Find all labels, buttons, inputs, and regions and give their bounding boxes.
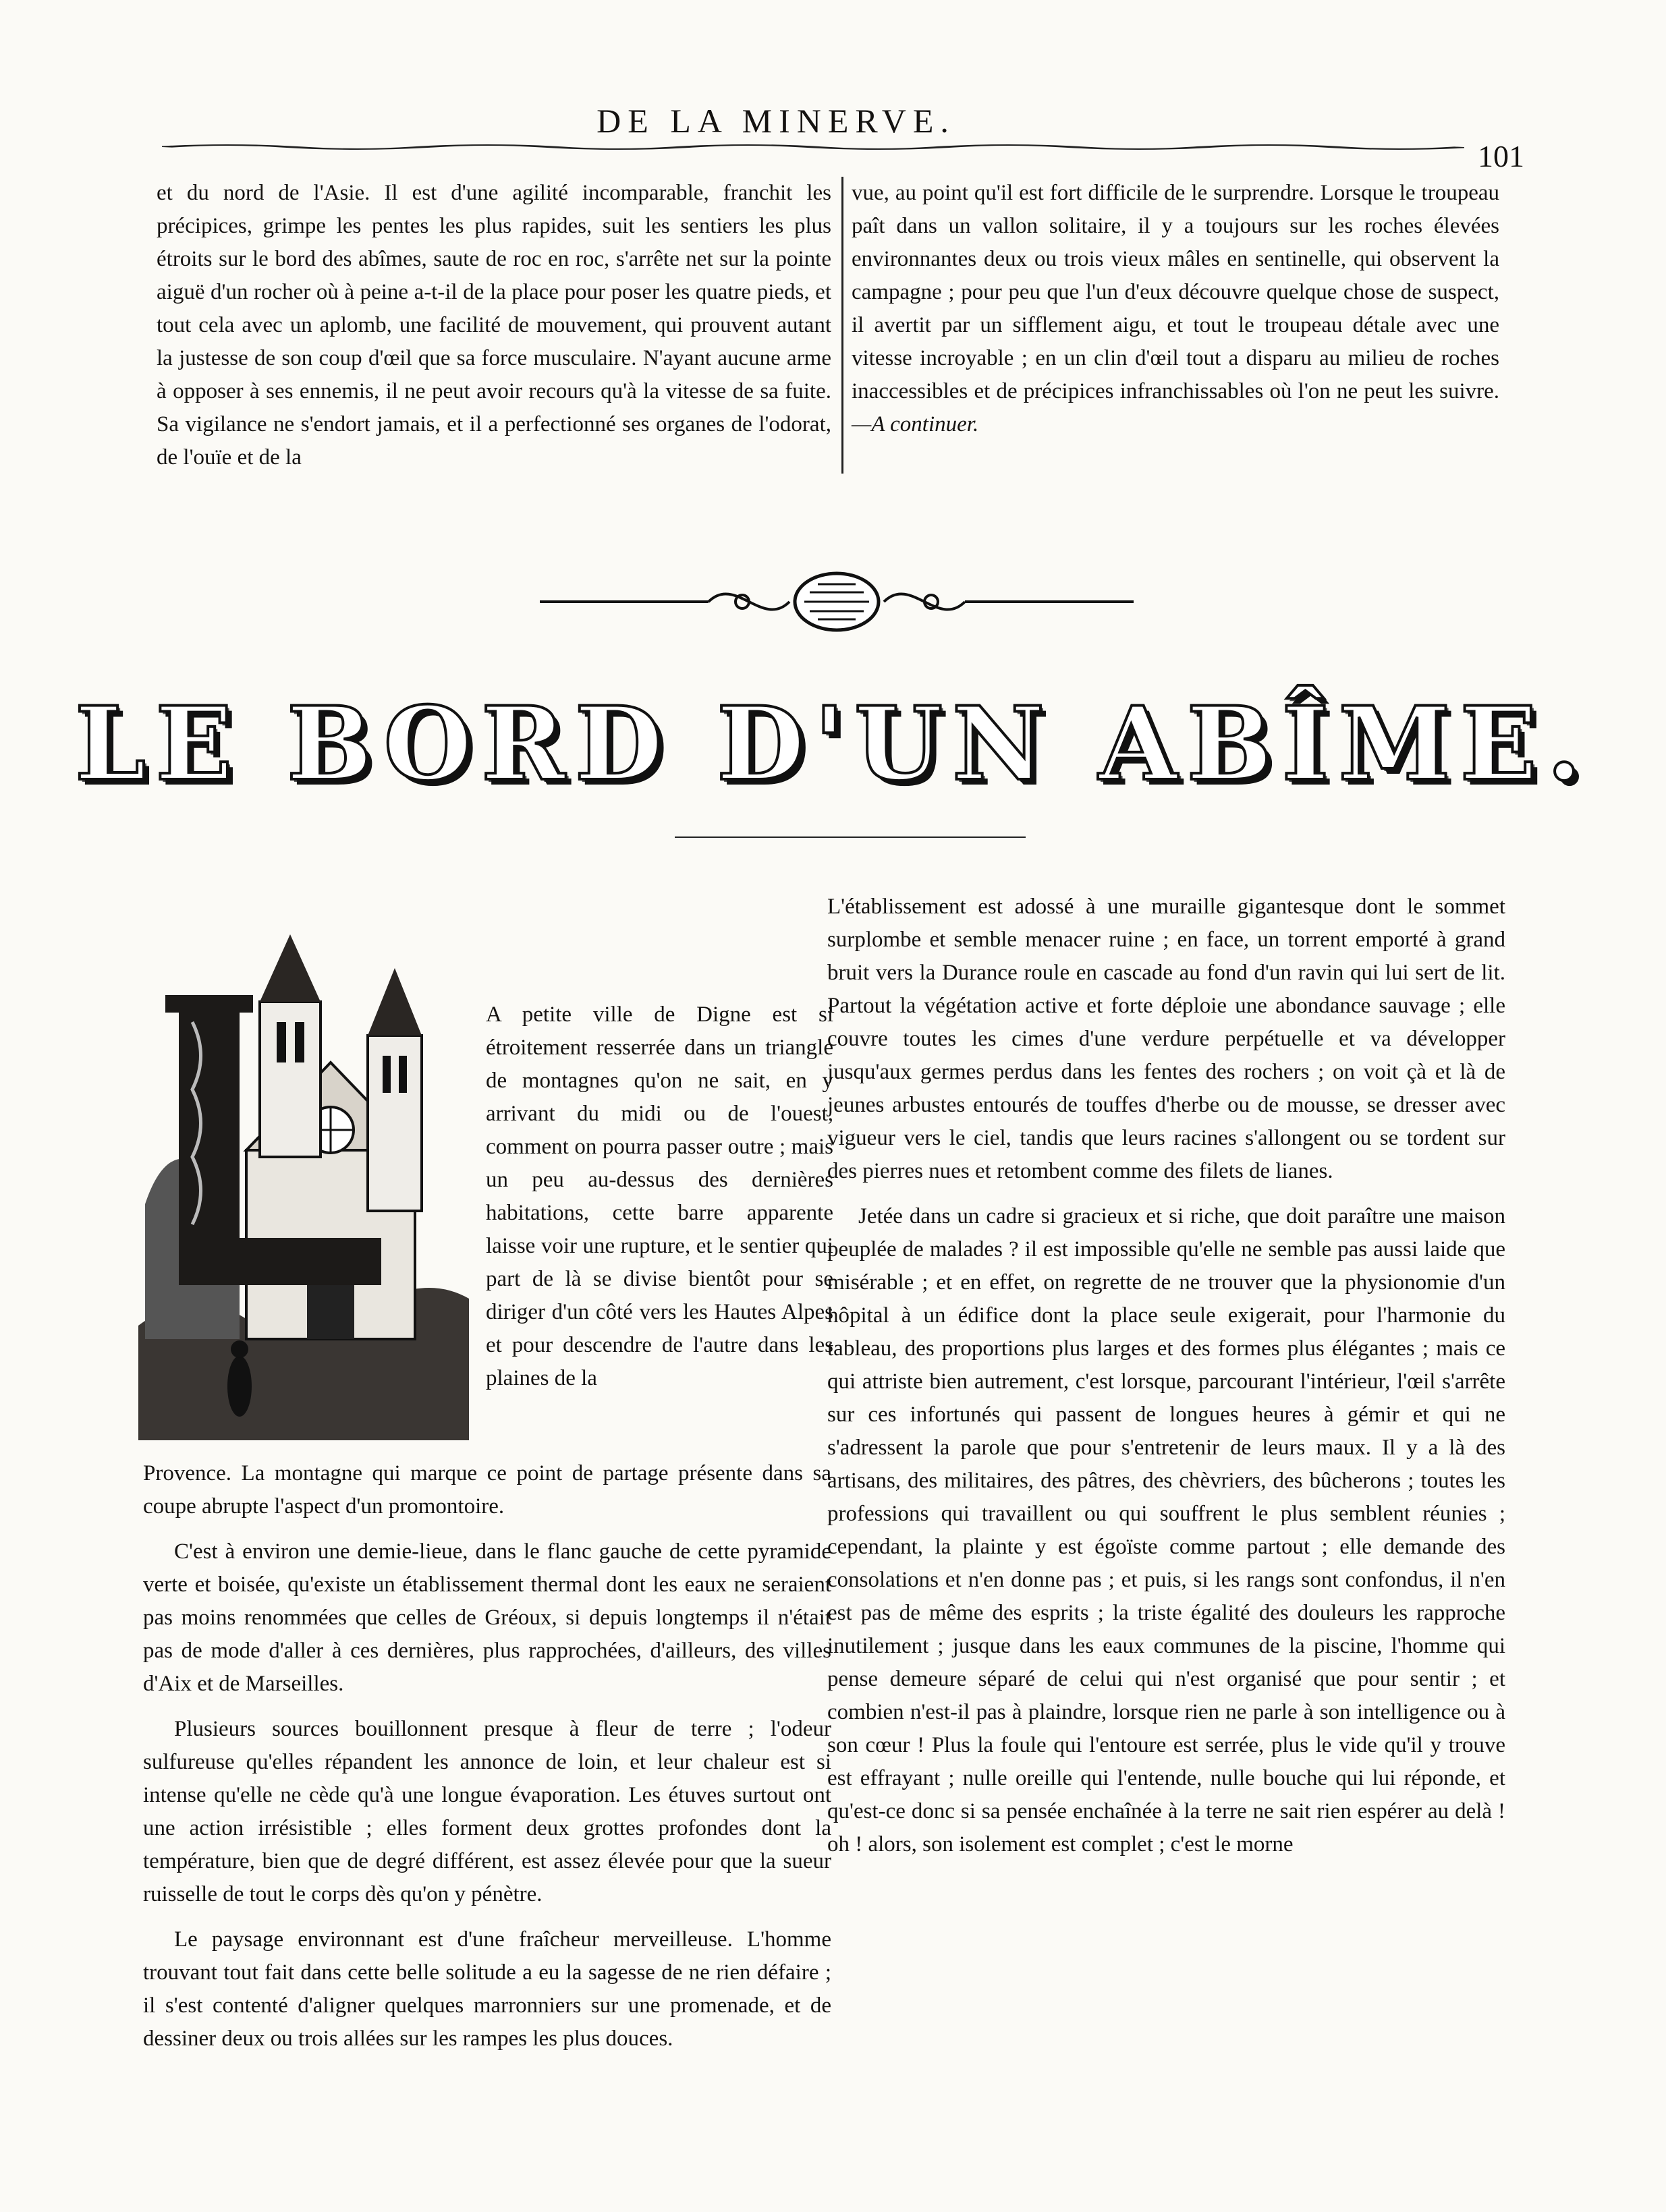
decorative-ornament	[540, 561, 1134, 642]
top-right-column	[852, 177, 1499, 453]
article-title: LE BORD D'UN ABÎME.	[74, 685, 1592, 803]
header-wavy-rule	[162, 143, 1464, 151]
article-paragraph: Jetée dans un cadre si gracieux et si riche, que doit paraître une maison peuplée de malades ? il est impossible qu'elle ne semble pas aussi laide que misérable ; et en effet, on regrette de ne trouver que la physionomie d'un hôpital à un édifice dont la place seule exigerait, pour l'harmonie du tableau, des proportions plus larges et des formes plus élégantes ; mais ce qui attriste bien autrement, c'est lorsque, parcourant l'intérieur, l'œil s'arrête sur ces infortunés qui passent de longues heures à gémir et qui ne s'adressent la parole que pour s'entretenir de leurs maux. Il y a là des artisans, des militaires, des pâtres, des chèvriers, des bûcherons ; toutes les professions qui travaillent ou qui souffrent le plus semblent réunies ; cependant, la plainte y est égoïste comme partout ; elle demande des consolations et n'en donne pas ; et puis, si les rangs sont confondus, il n'en est pas de même des esprits ; la triste égalité des douleurs les rapproche inutilement ; jusque dans les eaux communes de la piscine, l'homme qui pense demeure séparé de celui qui n'est organisé que pour sentir ; et combien n'est-il pas à plaindre, lorsque rien ne parle à son intelligence ou à son cœur ! Plus la foule qui l'entoure est serrée, plus le vide qu'il y trouve est effrayant ; nulle oreille qui l'entende, nulle bouche qui lui réponde, et qu'est-ce donc si sa pensée enchaînée à la terre ne sait rien espérer au delà ! oh ! alors, son isolement est complet ; c'est le morne	[827, 1204, 1505, 1856]
article-paragraph: L'établissement est adossé à une muraille gigantesque dont le sommet surplombe et semble menacer ruine ; en face, un torrent emporté à grand bruit vers la Durance roule en cascade au fond d'un ravin qui lui sert de lit. Partout la végétation active et forte déploie une abondance sauvage ; elle couvre toutes les cimes d'une verdure perpétuelle et va développer jusqu'aux germes perdus dans les fentes des rochers ; on voit çà et là de jeunes arbustes entourés de touffes d'herbe ou de mousse, se dresser avec vigueur vers le ciel, tandis que leurs racines s'allongent ou se tordent sur des pierres nues et retombent comme des filets de lianes.	[827, 895, 1505, 1183]
article-right-column	[827, 890, 1505, 1873]
continuation-note: —A continuer.	[852, 412, 979, 436]
page-number: 101	[1478, 139, 1524, 173]
top-right-text: vue, au point qu'il est fort difficile de le surprendre. Lorsque le troupeau paît dans un vallon solitaire, il y a toujours sur les roches élevées environnantes deux ou trois vieux mâles en sentinelle, qui observent la campagne ; pour peu que l'un d'eux découvre quelque chose de suspect, il avertit par un sifflement aigu, et tout le troupeau détale avec une vitesse incroyable ; en un clin d'œil tout a disparu au milieu de roches inaccessibles et de précipices infranchissables où l'on ne peut les suivre.	[852, 181, 1499, 403]
article-left-column	[143, 1457, 831, 2068]
article-opening-paragraph: A petite ville de Digne est si étroitement resserrée dans un triangle de montagnes qu'on ne sait, en y arrivant du midi ou de l'ouest, comment on pourra passer outre ; mais un peu au-dessus des dernières habitations, cette barre apparente laisse voir une rupture, et le sentier qui part de là se divise bientôt pour se diriger d'un côté vers les Hautes Alpes et pour descendre de l'autre dans les plaines de la	[486, 1002, 833, 1390]
article-paragraph: C'est à environ une demie-lieue, dans le flanc gauche de cette pyramide verte et boisée, qu'existe un établissement thermal dont les eaux ne seraient pas moins renommées que celles de Gréoux, si depuis longtemps il n'était pas de mode d'aller à ces dernières, plus rapprochées, d'ailleurs, des villes d'Aix et de Marseilles.	[143, 1539, 831, 1696]
running-head-title: DE LA MINERVE.	[596, 102, 955, 140]
article-paragraph: Plusieurs sources bouillonnent presque à fleur de terre ; l'odeur sulfureuse qu'elles répandent les annonce de loin, et leur chaleur est si intense qu'elle ne cède qu'à une longue évaporation. Les étuves surtout ont une action irrésistible ; elles forment deux grottes profondes dont la température, bien que de degré différent, est assez élevée pour que la sueur ruisselle de tout le corps dès qu'on y pénètre.	[143, 1717, 831, 1906]
article-left-wrap-column	[486, 998, 833, 1407]
top-right-paragraph	[852, 177, 1499, 441]
top-left-text: et du nord de l'Asie. Il est d'une agilité incomparable, franchit les précipices, grimpe les pentes les plus rapides, suit les sentiers les plus étroits sur le bord des abîmes, saute de roc en roc, s'arrête net sur la pointe aiguë d'un rocher où à peine a-t-il de la place pour poser les quatre pieds, et tout cela avec un aplomb, une facilité de mouvement, qui prouvent autant la justesse de son coup d'œil que sa force musculaire. N'ayant aucune arme à opposer à ses ennemis, il ne peut avoir recours qu'à la vitesse de sa fuite. Sa vigilance ne s'endort jamais, et il a perfectionné ses organes de l'odorat, de l'ouïe et de la	[157, 181, 831, 470]
church-illustration	[138, 921, 469, 1440]
article-paragraph: Le paysage environnant est d'une fraîcheur merveilleuse. L'homme trouvant tout fait dans cette belle solitude a eu la sagesse de ne rien défaire ; il s'est contenté d'aligner quelques marronniers sur une promenade, et de dessiner deux ou trois allées sur les rampes les plus douces.	[143, 1927, 831, 2051]
column-divider	[841, 177, 843, 474]
article-paragraph: Provence. La montagne qui marque ce point de partage présente dans sa coupe abrupte l'aspect d'un promontoire.	[143, 1461, 831, 1519]
title-underline	[675, 834, 1026, 841]
top-left-column	[157, 177, 831, 486]
